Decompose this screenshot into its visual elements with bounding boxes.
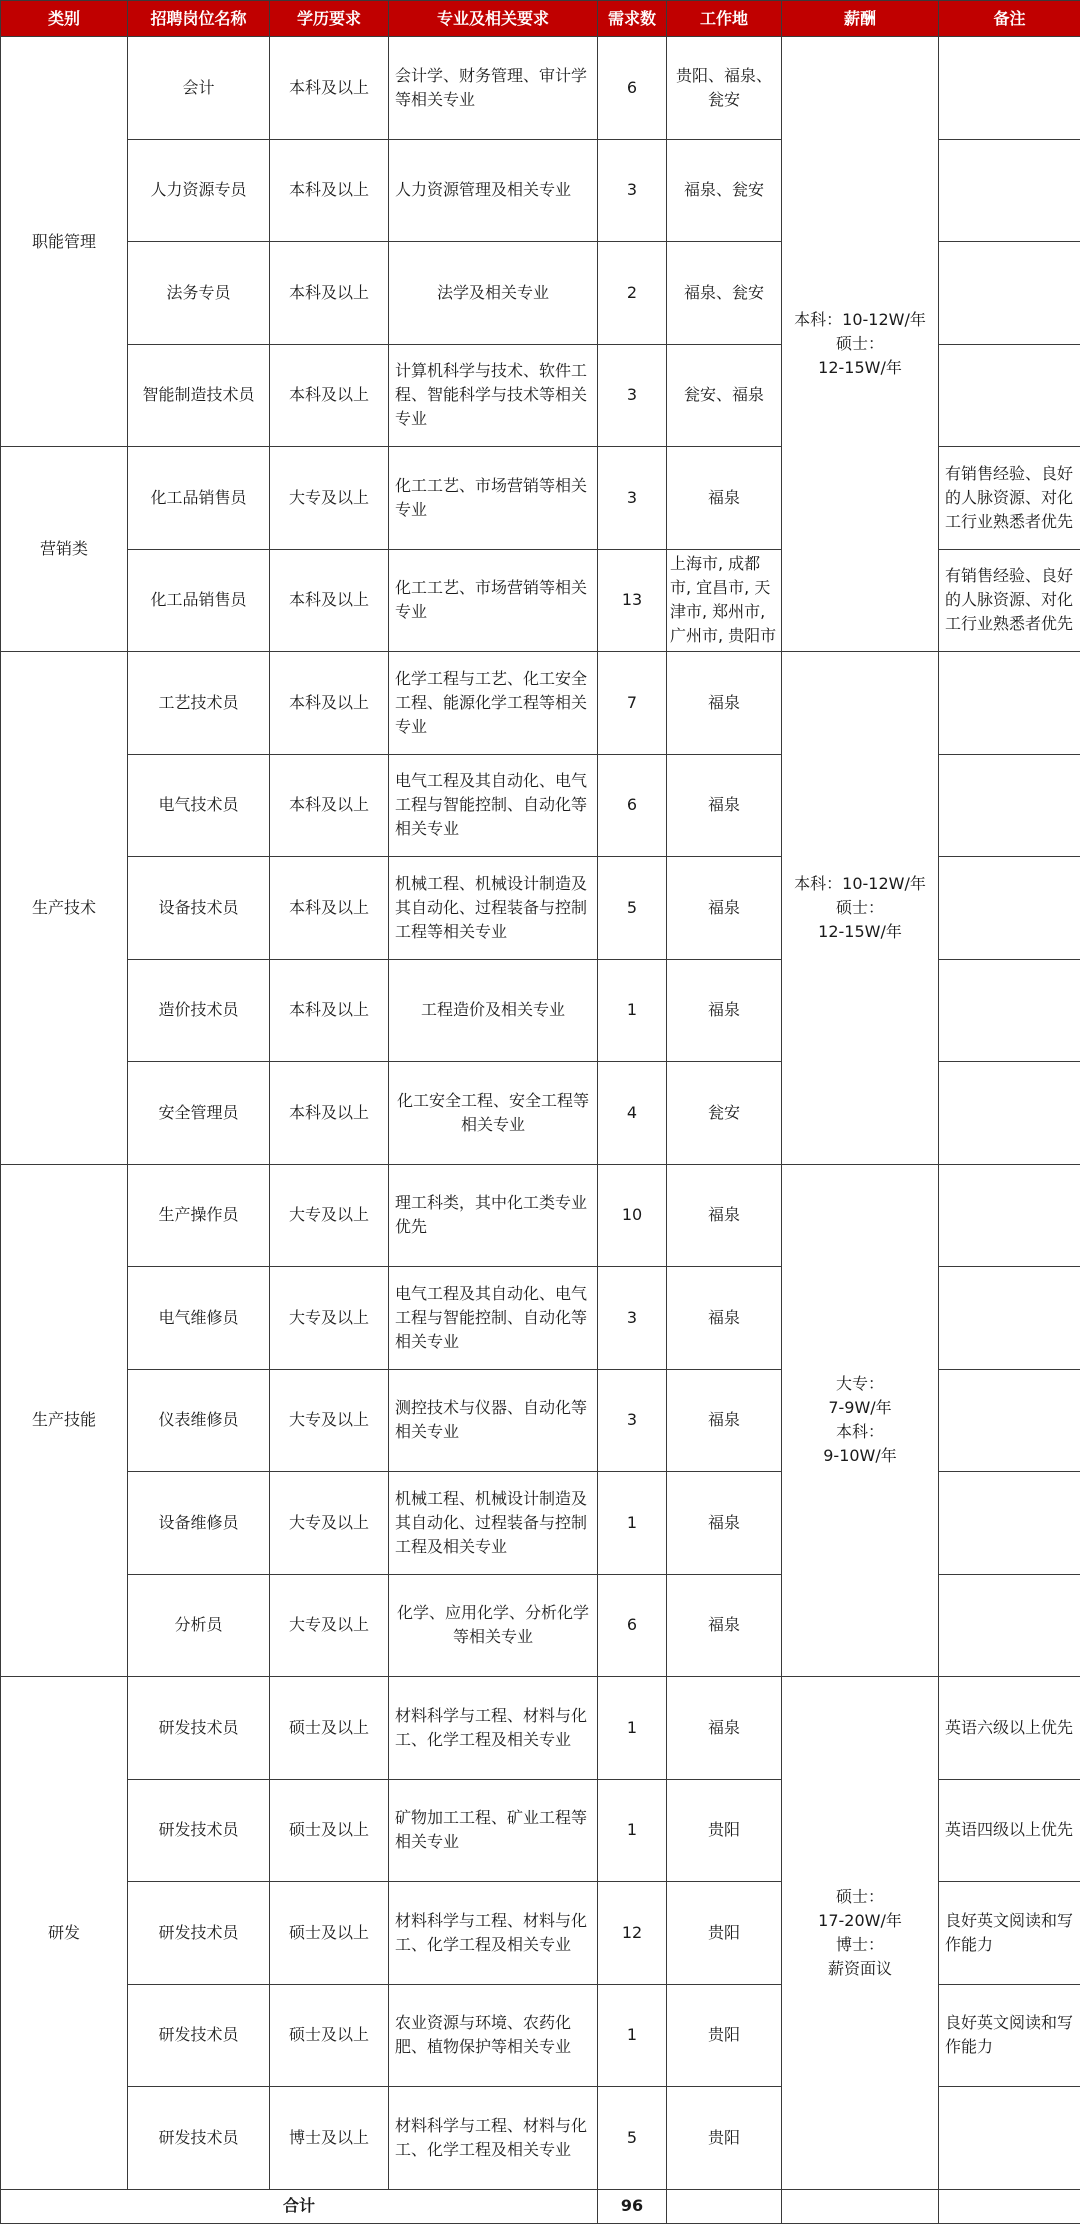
- count-cell: 5: [598, 2087, 667, 2190]
- location-cell: 福泉: [667, 1267, 782, 1370]
- table-row: [1, 1677, 1080, 1780]
- position-cell: 研发技术员: [128, 1882, 270, 1985]
- category-cell: 职能管理: [1, 37, 128, 447]
- total-label: 合计: [1, 2189, 598, 2223]
- education-cell: 本科及以上: [270, 652, 389, 755]
- education-cell: 博士及以上: [270, 2087, 389, 2190]
- count-cell: 4: [598, 1062, 667, 1165]
- location-cell: 福泉: [667, 1574, 782, 1677]
- position-cell: 工艺技术员: [128, 652, 270, 755]
- note-cell: 英语六级以上优先: [939, 1677, 1080, 1780]
- note-cell: 有销售经验、良好的人脉资源、对化工行业熟悉者优先: [939, 549, 1080, 652]
- position-cell: 生产操作员: [128, 1164, 270, 1267]
- location-cell: 福泉: [667, 652, 782, 755]
- header-salary: 薪酬: [782, 1, 939, 37]
- header-position: 招聘岗位名称: [128, 1, 270, 37]
- education-cell: 本科及以上: [270, 959, 389, 1062]
- major-cell: 材料科学与工程、材料与化工、化学工程及相关专业: [389, 1677, 598, 1780]
- position-cell: 化工品销售员: [128, 447, 270, 550]
- header-category: 类别: [1, 1, 128, 37]
- total-row: [1, 2189, 1080, 2223]
- note-cell: 良好英文阅读和写作能力: [939, 1882, 1080, 1985]
- location-cell: 瓮安、福泉: [667, 344, 782, 447]
- category-cell: 生产技能: [1, 1164, 128, 1677]
- total-empty-salary: [782, 2189, 939, 2223]
- salary-text: 本科：10-12W/年 硕士： 12-15W/年: [794, 874, 926, 941]
- salary-cell: [782, 652, 939, 1165]
- position-cell: 造价技术员: [128, 959, 270, 1062]
- position-cell: 研发技术员: [128, 1677, 270, 1780]
- education-cell: 本科及以上: [270, 344, 389, 447]
- position-cell: 分析员: [128, 1574, 270, 1677]
- major-cell: 机械工程、机械设计制造及其自动化、过程装备与控制工程及相关专业: [389, 1472, 598, 1575]
- location-cell: 福泉: [667, 1369, 782, 1472]
- education-cell: 大专及以上: [270, 1472, 389, 1575]
- position-cell: 研发技术员: [128, 2087, 270, 2190]
- position-cell: 仪表维修员: [128, 1369, 270, 1472]
- position-cell: 研发技术员: [128, 1984, 270, 2087]
- position-cell: 智能制造技术员: [128, 344, 270, 447]
- major-cell: 材料科学与工程、材料与化工、化学工程及相关专业: [389, 2087, 598, 2190]
- education-cell: 硕士及以上: [270, 1779, 389, 1882]
- education-cell: 本科及以上: [270, 242, 389, 345]
- education-cell: 本科及以上: [270, 1062, 389, 1165]
- education-cell: 大专及以上: [270, 1164, 389, 1267]
- category-cell: 营销类: [1, 447, 128, 652]
- count-cell: 6: [598, 1574, 667, 1677]
- major-cell: 会计学、财务管理、审计学等相关专业: [389, 37, 598, 140]
- header-count: 需求数: [598, 1, 667, 37]
- note-cell: [939, 139, 1080, 242]
- count-cell: 3: [598, 1267, 667, 1370]
- major-cell: 矿物加工工程、矿业工程等相关专业: [389, 1779, 598, 1882]
- salary-cell: [782, 1677, 939, 2190]
- header-major: 专业及相关要求: [389, 1, 598, 37]
- note-cell: [939, 242, 1080, 345]
- total-empty-note: [939, 2189, 1080, 2223]
- note-cell: 有销售经验、良好的人脉资源、对化工行业熟悉者优先: [939, 447, 1080, 550]
- position-cell: 设备技术员: [128, 857, 270, 960]
- note-cell: [939, 959, 1080, 1062]
- location-cell: 福泉: [667, 1164, 782, 1267]
- salary-cell: [782, 37, 939, 652]
- education-cell: 硕士及以上: [270, 1882, 389, 1985]
- count-cell: 3: [598, 447, 667, 550]
- count-cell: 13: [598, 549, 667, 652]
- position-cell: 安全管理员: [128, 1062, 270, 1165]
- table-row: [1, 652, 1080, 755]
- count-cell: 3: [598, 344, 667, 447]
- total-empty-location: [667, 2189, 782, 2223]
- note-cell: [939, 2087, 1080, 2190]
- location-cell: 福泉、瓮安: [667, 139, 782, 242]
- header-education: 学历要求: [270, 1, 389, 37]
- major-cell: 计算机科学与技术、软件工程、智能科学与技术等相关专业: [389, 344, 598, 447]
- major-cell: 化学工程与工艺、化工安全工程、能源化学工程等相关专业: [389, 652, 598, 755]
- count-cell: 1: [598, 1984, 667, 2087]
- education-cell: 大专及以上: [270, 447, 389, 550]
- location-cell: 贵阳: [667, 2087, 782, 2190]
- table-row: [1, 37, 1080, 140]
- location-cell: 贵阳: [667, 1882, 782, 1985]
- salary-text: 本科：10-12W/年 硕士： 12-15W/年: [794, 310, 926, 377]
- position-cell: 设备维修员: [128, 1472, 270, 1575]
- count-cell: 3: [598, 139, 667, 242]
- total-count: 96: [598, 2189, 667, 2223]
- note-cell: [939, 1369, 1080, 1472]
- location-cell: 贵阳: [667, 1984, 782, 2087]
- category-cell: 研发: [1, 1677, 128, 2190]
- education-cell: 本科及以上: [270, 549, 389, 652]
- note-cell: [939, 344, 1080, 447]
- major-cell: 化工工艺、市场营销等相关专业: [389, 447, 598, 550]
- header-row: [1, 1, 1080, 37]
- location-cell: 上海市, 成都市, 宜昌市, 天津市, 郑州市, 广州市, 贵阳市: [667, 549, 782, 652]
- position-cell: 会计: [128, 37, 270, 140]
- location-cell: 福泉: [667, 1677, 782, 1780]
- major-cell: 化学、应用化学、分析化学等相关专业: [389, 1574, 598, 1677]
- education-cell: 大专及以上: [270, 1369, 389, 1472]
- position-cell: 电气维修员: [128, 1267, 270, 1370]
- education-cell: 本科及以上: [270, 857, 389, 960]
- major-cell: 人力资源管理及相关专业: [389, 139, 598, 242]
- education-cell: 硕士及以上: [270, 1984, 389, 2087]
- major-cell: 工程造价及相关专业: [389, 959, 598, 1062]
- location-cell: 瓮安: [667, 1062, 782, 1165]
- note-cell: [939, 857, 1080, 960]
- position-cell: 化工品销售员: [128, 549, 270, 652]
- count-cell: 12: [598, 1882, 667, 1985]
- table-row: [1, 1164, 1080, 1267]
- education-cell: 硕士及以上: [270, 1677, 389, 1780]
- education-cell: 大专及以上: [270, 1267, 389, 1370]
- position-cell: 电气技术员: [128, 754, 270, 857]
- education-cell: 本科及以上: [270, 37, 389, 140]
- location-cell: 福泉: [667, 857, 782, 960]
- count-cell: 1: [598, 1779, 667, 1882]
- note-cell: [939, 1267, 1080, 1370]
- education-cell: 本科及以上: [270, 754, 389, 857]
- major-cell: 化工工艺、市场营销等相关专业: [389, 549, 598, 652]
- note-cell: [939, 1062, 1080, 1165]
- count-cell: 6: [598, 37, 667, 140]
- major-cell: 农业资源与环境、农药化肥、植物保护等相关专业: [389, 1984, 598, 2087]
- position-cell: 人力资源专员: [128, 139, 270, 242]
- note-cell: [939, 1472, 1080, 1575]
- count-cell: 1: [598, 959, 667, 1062]
- major-cell: 电气工程及其自动化、电气工程与智能控制、自动化等相关专业: [389, 754, 598, 857]
- header-note: 备注: [939, 1, 1080, 37]
- count-cell: 5: [598, 857, 667, 960]
- major-cell: 电气工程及其自动化、电气工程与智能控制、自动化等相关专业: [389, 1267, 598, 1370]
- note-cell: [939, 754, 1080, 857]
- count-cell: 6: [598, 754, 667, 857]
- salary-text: 硕士： 17-20W/年 博士： 薪资面议: [818, 1887, 902, 1978]
- position-cell: 法务专员: [128, 242, 270, 345]
- location-cell: 福泉、瓮安: [667, 242, 782, 345]
- major-cell: 化工安全工程、安全工程等相关专业: [389, 1062, 598, 1165]
- note-cell: [939, 1164, 1080, 1267]
- education-cell: 本科及以上: [270, 139, 389, 242]
- header-location: 工作地: [667, 1, 782, 37]
- location-cell: 福泉: [667, 754, 782, 857]
- education-cell: 大专及以上: [270, 1574, 389, 1677]
- note-cell: [939, 1574, 1080, 1677]
- count-cell: 3: [598, 1369, 667, 1472]
- position-cell: 研发技术员: [128, 1779, 270, 1882]
- major-cell: 测控技术与仪器、自动化等相关专业: [389, 1369, 598, 1472]
- count-cell: 10: [598, 1164, 667, 1267]
- note-cell: [939, 652, 1080, 755]
- location-cell: 贵阳、福泉、瓮安: [667, 37, 782, 140]
- note-cell: 英语四级以上优先: [939, 1779, 1080, 1882]
- salary-text: 大专： 7-9W/年 本科： 9-10W/年: [823, 1374, 897, 1465]
- location-cell: 福泉: [667, 959, 782, 1062]
- major-cell: 法学及相关专业: [389, 242, 598, 345]
- count-cell: 1: [598, 1677, 667, 1780]
- note-cell: 良好英文阅读和写作能力: [939, 1984, 1080, 2087]
- count-cell: 2: [598, 242, 667, 345]
- category-cell: 生产技术: [1, 652, 128, 1165]
- major-cell: 机械工程、机械设计制造及其自动化、过程装备与控制工程等相关专业: [389, 857, 598, 960]
- count-cell: 1: [598, 1472, 667, 1575]
- salary-cell: [782, 1164, 939, 1677]
- location-cell: 福泉: [667, 1472, 782, 1575]
- location-cell: 福泉: [667, 447, 782, 550]
- major-cell: 材料科学与工程、材料与化工、化学工程及相关专业: [389, 1882, 598, 1985]
- count-cell: 7: [598, 652, 667, 755]
- location-cell: 贵阳: [667, 1779, 782, 1882]
- note-cell: [939, 37, 1080, 140]
- major-cell: 理工科类，其中化工类专业优先: [389, 1164, 598, 1267]
